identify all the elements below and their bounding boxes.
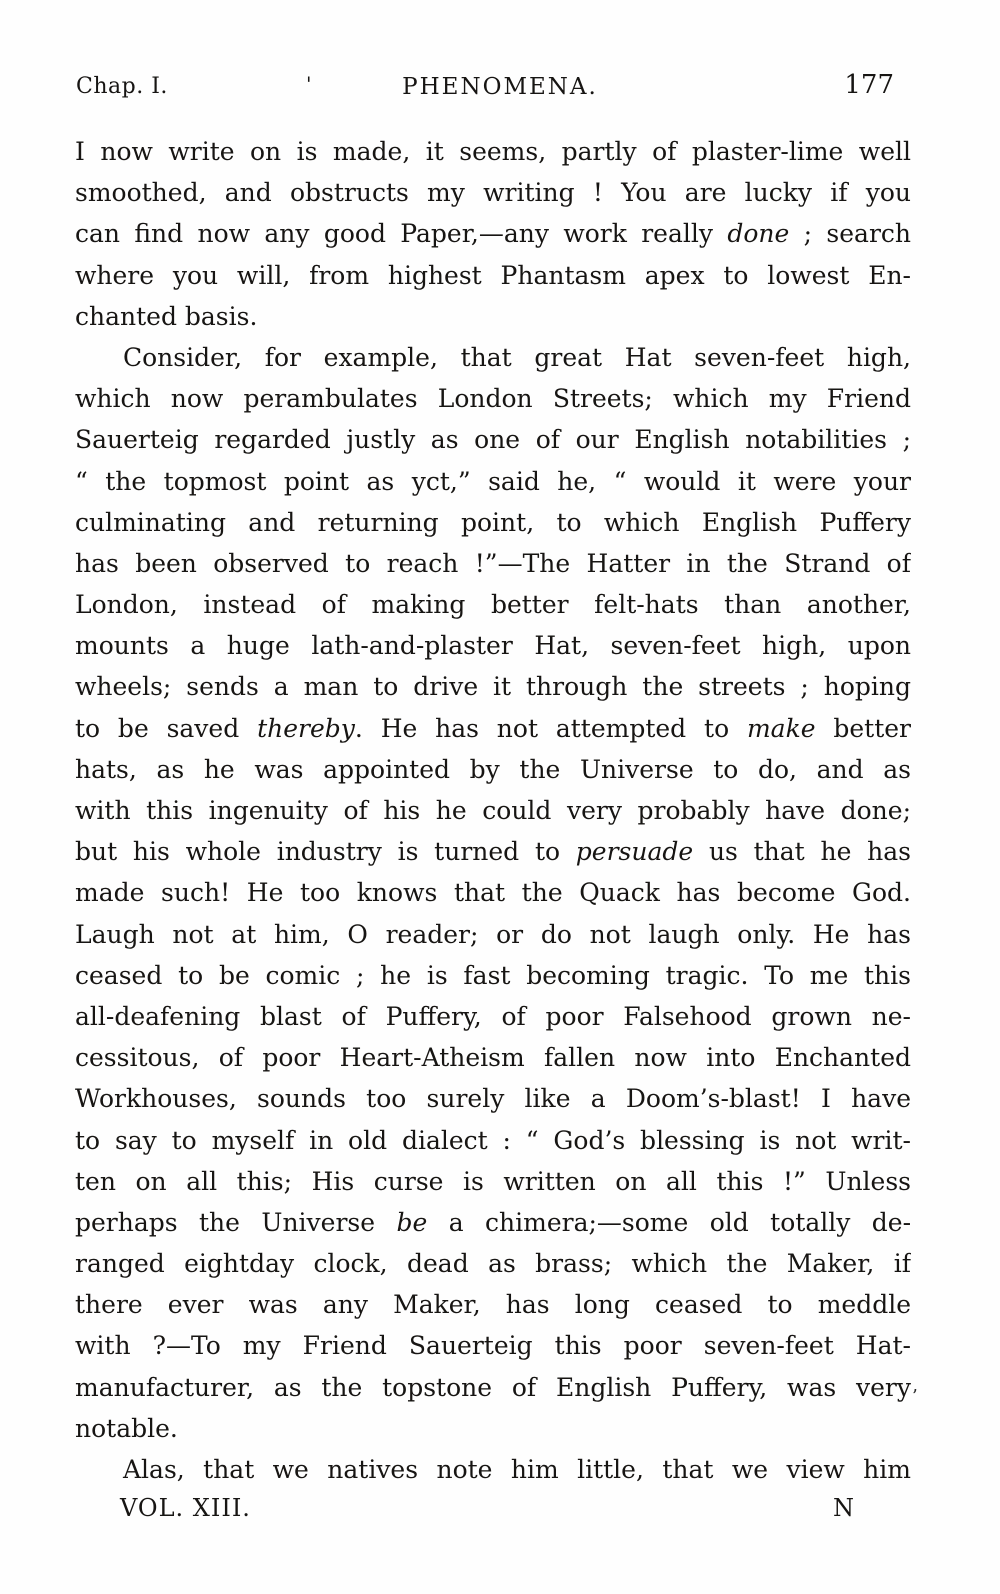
- text-line: ranged eightday clock, dead as brass; which the Maker, if: [75, 1249, 911, 1279]
- stray-mark-top: ': [306, 72, 312, 96]
- text-line: has been observed to reach !”—The Hatter in the Strand of: [75, 548, 911, 578]
- footer: [75, 1494, 911, 1534]
- stray-mark-right: ’: [912, 1386, 918, 1407]
- text-line: Alas, that we natives note him little, that we view him: [123, 1455, 911, 1484]
- text-line: manufacturer, as the topstone of English Puffery, was very: [75, 1372, 911, 1402]
- text-line: perhaps the Universe be a chimera;—some old totally de-: [75, 1207, 911, 1237]
- text-line: where you will, from highest Phantasm apex to lowest En-: [75, 260, 911, 290]
- text-line: cessitous, of poor Heart-Atheism fallen now into Enchanted: [75, 1043, 911, 1073]
- text-line: Consider, for example, that great Hat seven-feet high,: [123, 342, 911, 372]
- chapter-label: Chap. I.: [76, 74, 168, 99]
- text-line: Laugh not at him, O reader; or do not laugh only. He has: [75, 919, 911, 949]
- text-line: ceased to be comic ; he is fast becoming tragic. To me this: [75, 960, 911, 990]
- signature-letter: N: [833, 1494, 854, 1522]
- text-line: to say to myself in old dialect : “ God’s blessing is not writ-: [75, 1125, 911, 1155]
- text-line: wheels; sends a man to drive it through the streets ; hoping: [75, 672, 911, 702]
- text-line: smoothed, and obstructs my writing ! You are lucky if you: [75, 178, 911, 208]
- text-line: all-deafening blast of Puffery, of poor Falsehood grown ne-: [75, 1001, 911, 1031]
- text-line: culminating and returning point, to which English Puffery: [75, 507, 911, 537]
- text-line: chanted basis.: [75, 301, 258, 331]
- text-line: hats, as he was appointed by the Universe to do, and as: [75, 754, 911, 784]
- text-line: “ the topmost point as yct,” said he, “ would it were your: [75, 466, 911, 496]
- text-line: but his whole industry is turned to persuade us that he has: [75, 837, 911, 867]
- text-line: Sauerteig regarded justly as one of our English notabilities ;: [75, 425, 911, 455]
- text-line: can find now any good Paper,—any work really done ; search: [75, 219, 911, 249]
- text-line: made such! He too knows that the Quack has become God.: [75, 878, 911, 908]
- text-line: with this ingenuity of his he could very probably have done;: [75, 796, 911, 825]
- running-title: PHENOMENA.: [402, 74, 598, 100]
- text-line: with ?—To my Friend Sauerteig this poor seven-feet Hat-: [75, 1331, 911, 1361]
- text-line: notable.: [75, 1413, 178, 1443]
- text-line: mounts a huge lath-and-plaster Hat, seven-feet high, upon: [75, 631, 911, 661]
- body-text: [75, 131, 911, 1490]
- text-line: Workhouses, sounds too surely like a Doom’s-blast! I have: [75, 1084, 911, 1114]
- text-line: there ever was any Maker, has long ceased to meddle: [75, 1290, 911, 1320]
- text-line: London, instead of making better felt-hats than another,: [75, 590, 911, 620]
- text-line: ten on all this; His curse is written on all this !” Unless: [75, 1166, 911, 1196]
- text-line: I now write on is made, it seems, partly of plaster-lime well: [75, 137, 911, 166]
- page-number: 177: [844, 70, 894, 100]
- text-line: to be saved thereby. He has not attempted to make better: [75, 713, 911, 743]
- volume-label: VOL. XIII.: [120, 1494, 251, 1522]
- text-line: which now perambulates London Streets; which my Friend: [75, 384, 911, 414]
